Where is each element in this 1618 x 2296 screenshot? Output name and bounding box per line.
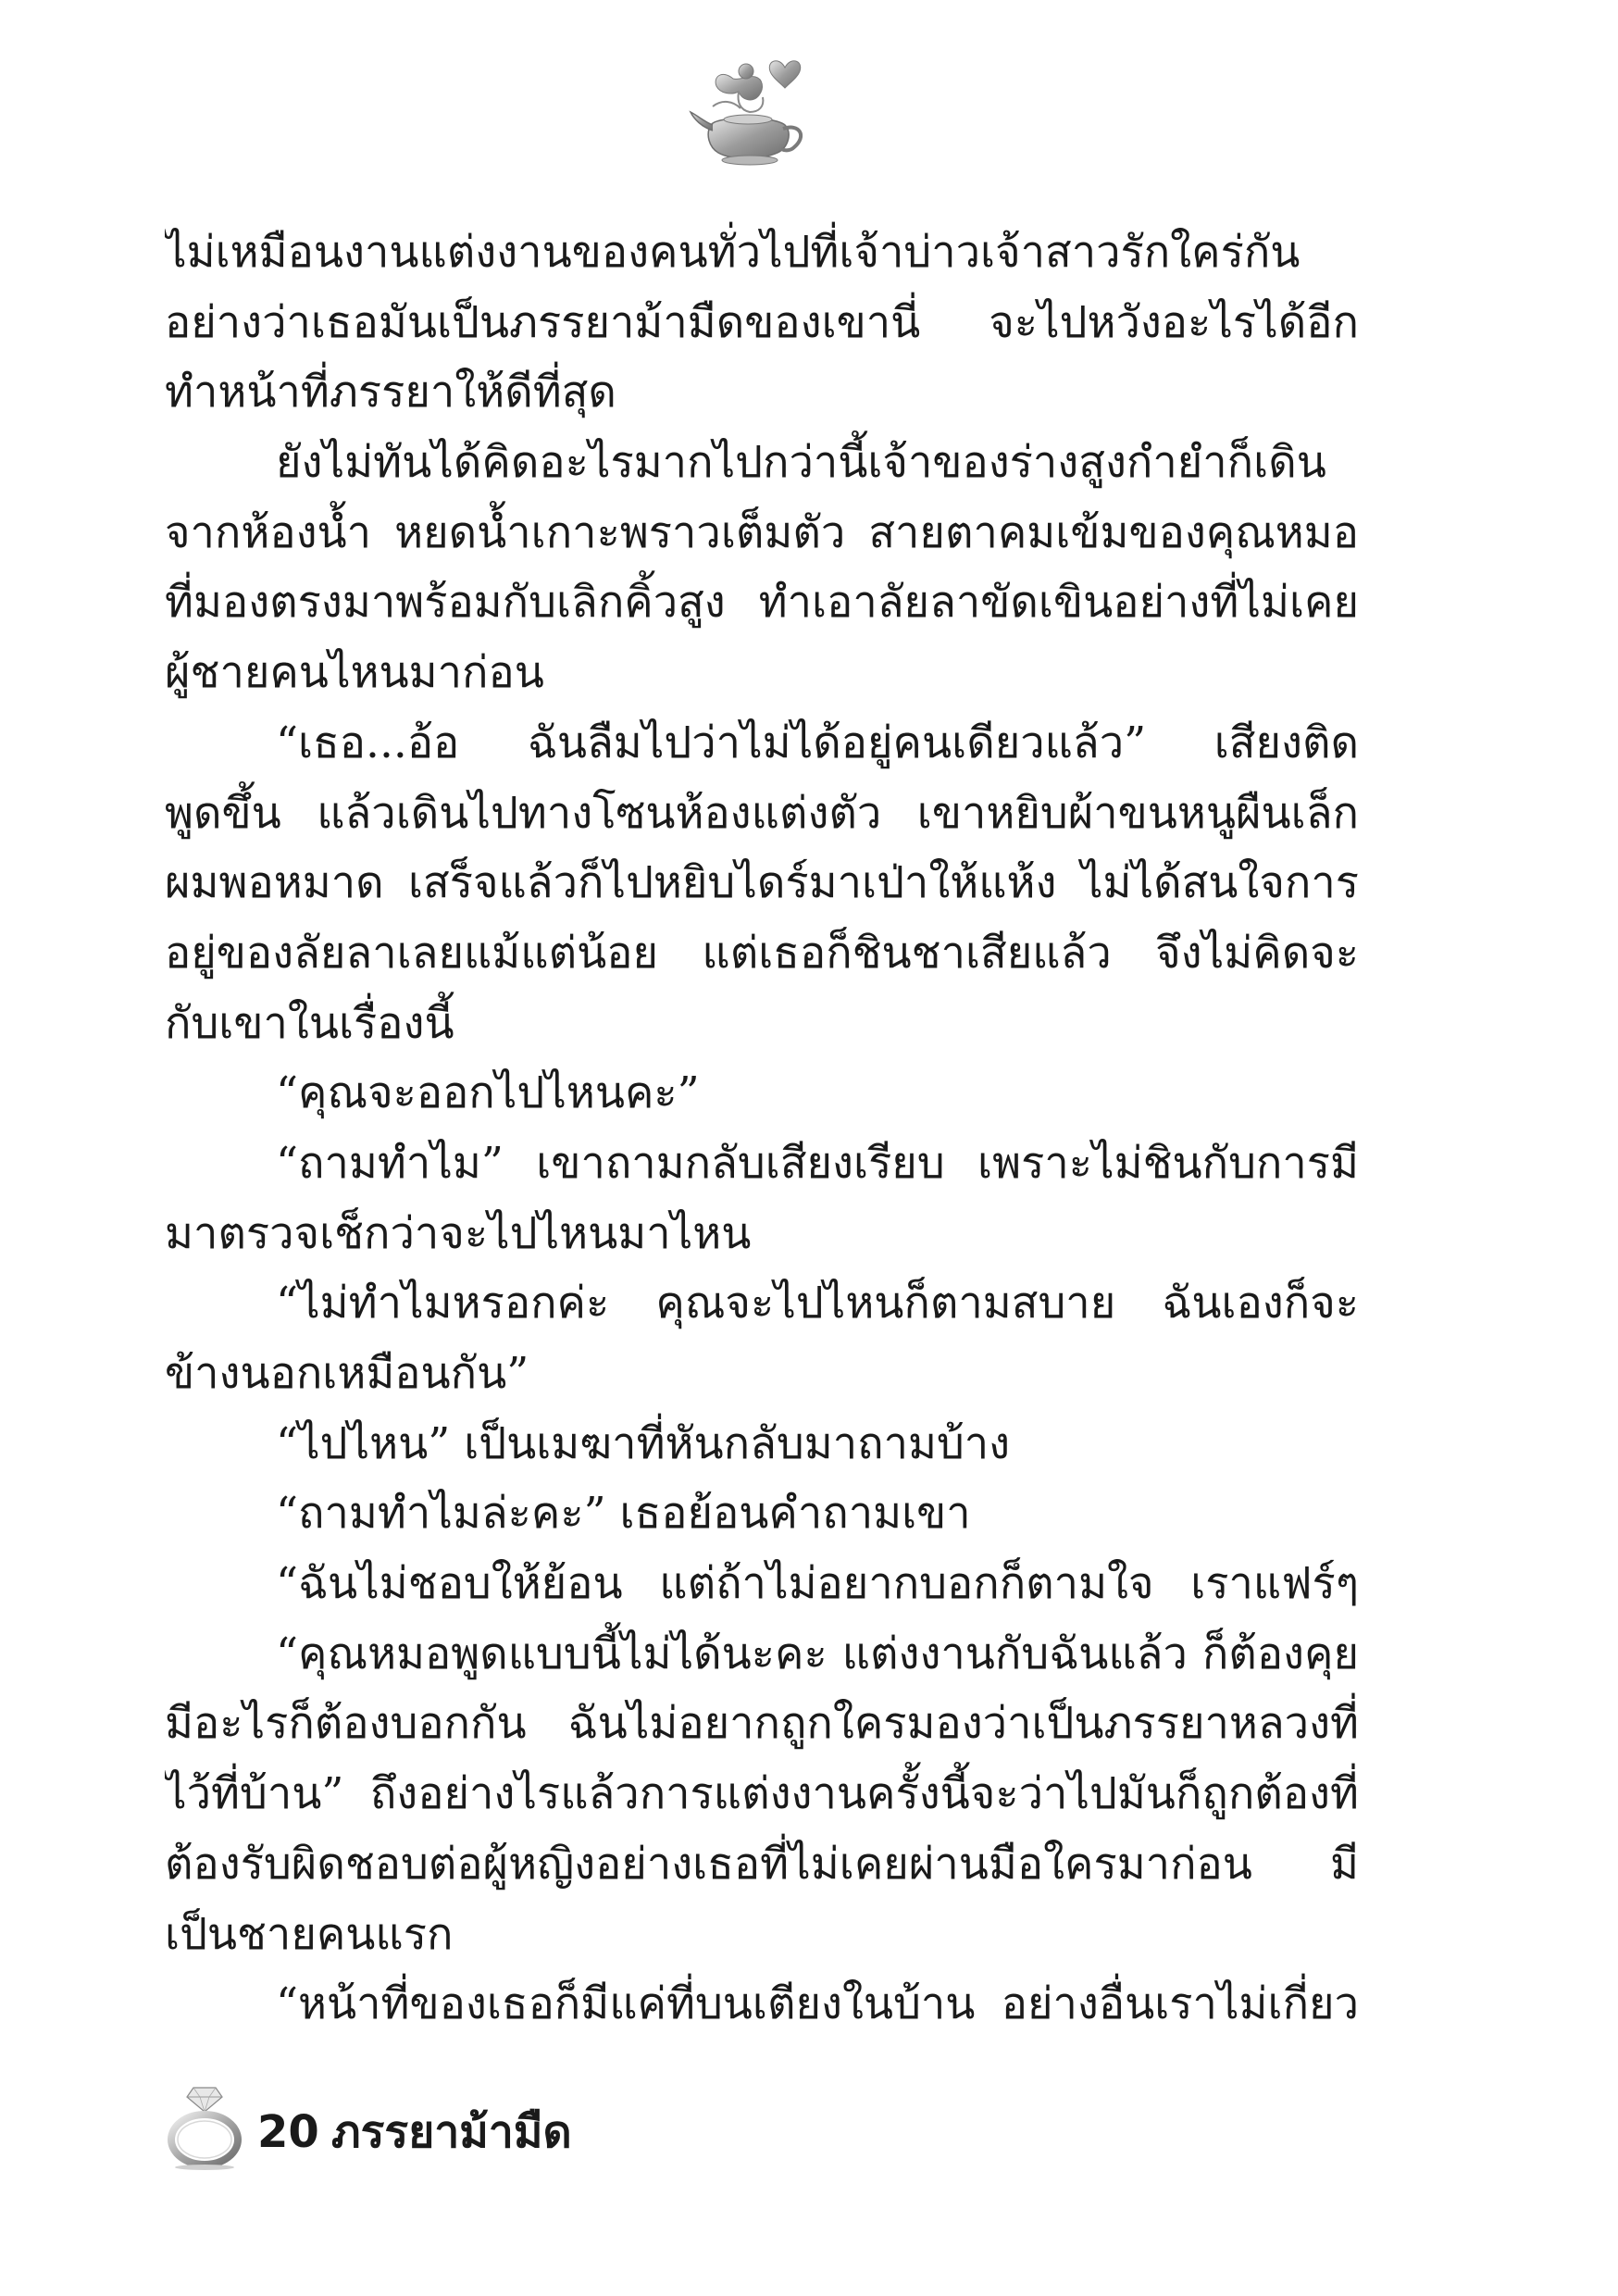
text-line: “ไปไหน” เป็นเมฆาที่หันกลับมาถามบ้าง: [276, 1417, 1011, 1469]
text-line: ที่มองตรงมาพร้อมกับเลิกคิ้วสูง ทำเอาลัยลาขัดเขินอย่างที่ไม่เคย: [165, 577, 1359, 629]
text-line: “ถามทำไม” เขาถามกลับเสียงเรียบ เพราะไม่ชินกับการมี: [276, 1137, 1359, 1189]
text-line: “ฉันไม่ชอบให้ย้อน แต่ถ้าไม่อยากบอกก็ตามใจ เราแฟร์ๆ: [276, 1558, 1359, 1610]
text-line: ไว้ที่บ้าน” ถึงอย่างไรแล้วการแต่งงานครั้งนี้จะว่าไปมันก็ถูกต้องที่: [165, 1768, 1359, 1820]
text-line: ผู้ชายคนไหนมาก่อน: [165, 647, 544, 699]
book-title: ภรรยาม้ามืด: [331, 2106, 572, 2158]
text-line: อย่างว่าเธอมันเป็นภรรยาม้ามืดของเขานี่ จะไปหวังอะไรได้อีก: [165, 296, 1359, 348]
text-line: “คุณจะออกไปไหนคะ”: [276, 1067, 700, 1119]
diamond-ring-icon: [165, 2078, 244, 2171]
body-text: [165, 218, 1359, 2040]
text-line: ต้องรับผิดชอบต่อผู้หญิงอย่างเธอที่ไม่เคยผ่านมือใครมาก่อน มี: [165, 1838, 1359, 1890]
text-line: จากห้องน้ำ หยดน้ำเกาะพราวเต็มตัว สายตาคมเข้มของคุณหมอ: [165, 506, 1359, 558]
text-line: เป็นชายคนแรก: [165, 1908, 454, 1960]
text-line: ผมพอหมาด เสร็จแล้วก็ไปหยิบไดร์มาเป่าให้แห้ง ไม่ได้สนใจการ: [165, 857, 1359, 909]
cupid-teapot-ornament-icon: [685, 51, 824, 171]
text-line: มีอะไรก็ต้องบอกกัน ฉันไม่อยากถูกใครมองว่าเป็นภรรยาหลวงที่: [165, 1698, 1359, 1750]
text-line: ไม่เหมือนงานแต่งงานของคนทั่วไปที่เจ้าบ่าวเจ้าสาวรักใคร่กัน: [165, 227, 1301, 278]
text-line: “ไม่ทำไมหรอกค่ะ คุณจะไปไหนก็ตามสบาย ฉันเองก็จะ: [276, 1278, 1359, 1329]
text-line: มาตรวจเช็กว่าจะไปไหนมาไหน: [165, 1207, 752, 1259]
page-footer: [165, 2078, 813, 2180]
text-line: “หน้าที่ของเธอก็มีแค่ที่บนเตียงในบ้าน อย่างอื่นเราไม่เกี่ยว: [276, 1978, 1359, 2030]
text-line: พูดขึ้น แล้วเดินไปทางโซนห้องแต่งตัว เขาหยิบผ้าขนหนูผืนเล็ก: [165, 787, 1359, 839]
text-line: อยู่ของลัยลาเลยแม้แต่น้อย แต่เธอก็ชินชาเสียแล้ว จึงไม่คิดจะ: [165, 927, 1359, 979]
text-line: ข้างนอกเหมือนกัน”: [165, 1348, 529, 1399]
text-line: ทำหน้าที่ภรรยาให้ดีที่สุด: [165, 367, 616, 418]
text-line: “ถามทำไมล่ะคะ” เธอย้อนคำถามเขา: [276, 1488, 971, 1540]
page-number: 20: [257, 2106, 319, 2158]
text-line: กับเขาในเรื่องนี้: [165, 997, 454, 1049]
text-line: “เธอ...อ้อ ฉันลืมไปว่าไม่ได้อยู่คนเดียวแล้ว” เสียงติด: [276, 717, 1359, 768]
text-line: “คุณหมอพูดแบบนี้ไม่ได้นะคะ แต่งงานกับฉันแล้ว ก็ต้องคุย: [276, 1628, 1359, 1679]
text-line: ยังไม่ทันได้คิดอะไรมากไปกว่านี้เจ้าของร่างสูงกำยำก็เดิน: [276, 437, 1326, 489]
